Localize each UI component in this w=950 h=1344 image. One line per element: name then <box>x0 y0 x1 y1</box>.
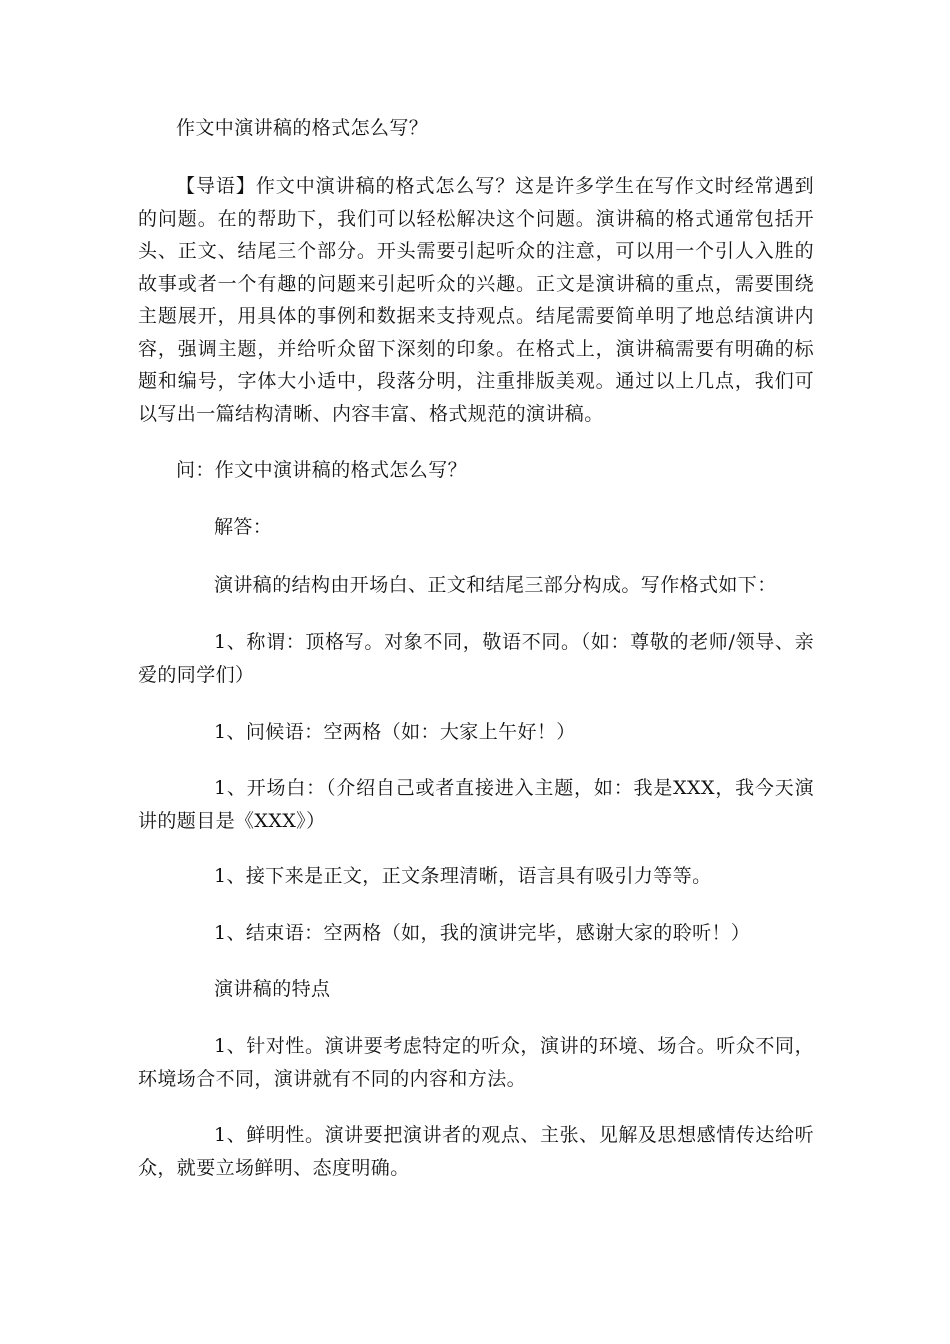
question-paragraph: 问：作文中演讲稿的格式怎么写？ <box>176 459 468 481</box>
greeting-item: 1、问候语：空两格（如：大家上午好！） <box>214 721 576 743</box>
body-item: 1、接下来是正文，正文条理清晰，语言具有吸引力等等。 <box>214 865 712 887</box>
intro-paragraph: 【导语】作文中演讲稿的格式怎么写？这是许多学生在写作文时经常遇到的问题。在的帮助下，我们可以轻松解决这个问题。演讲稿的格式通常包括开头、正文、结尾三个部分。开头需要引起听众的注意，可以用一个引人入胜的故事或者一个有趣的问题来引起听众的兴趣。正文是演讲稿的重点，需要围绕主题展开，用具体的事例和数据来支持观点。结尾需要简单明了地总结演讲内容，强调主题，并给听众留下深刻的印象。在格式上，演讲稿需要有明确的标题和编号，字体大小适中，段落分明，注重排版美观。通过以上几点，我们可以写出一篇结构清晰、内容丰富、格式规范的演讲稿。 <box>138 175 814 425</box>
answer-label: 解答： <box>214 516 273 538</box>
features-heading: 演讲稿的特点 <box>214 978 331 1000</box>
opening-item: 1、开场白：（介绍自己或者直接进入主题，如：我是XXX，我今天演讲的题目是《XXX》） <box>138 777 814 832</box>
feature-targeted: 1、针对性。演讲要考虑特定的听众，演讲的环境、场合。听众不同，环境场合不同，演讲就有不同的内容和方法。 <box>138 1035 814 1090</box>
document-title: 作文中演讲稿的格式怎么写？ <box>176 117 429 139</box>
feature-clarity: 1、鲜明性。演讲要把演讲者的观点、主张、见解及思想感情传达给听众，就要立场鲜明、态度明确。 <box>138 1124 814 1179</box>
structure-paragraph: 演讲稿的结构由开场白、正文和结尾三部分构成。写作格式如下： <box>214 574 777 596</box>
closing-item: 1、结束语：空两格（如，我的演讲完毕，感谢大家的聆听！） <box>214 922 751 944</box>
salutation-item: 1、称谓：顶格写。对象不同，敬语不同。（如：尊敬的老师/领导、亲爱的同学们） <box>138 631 814 686</box>
